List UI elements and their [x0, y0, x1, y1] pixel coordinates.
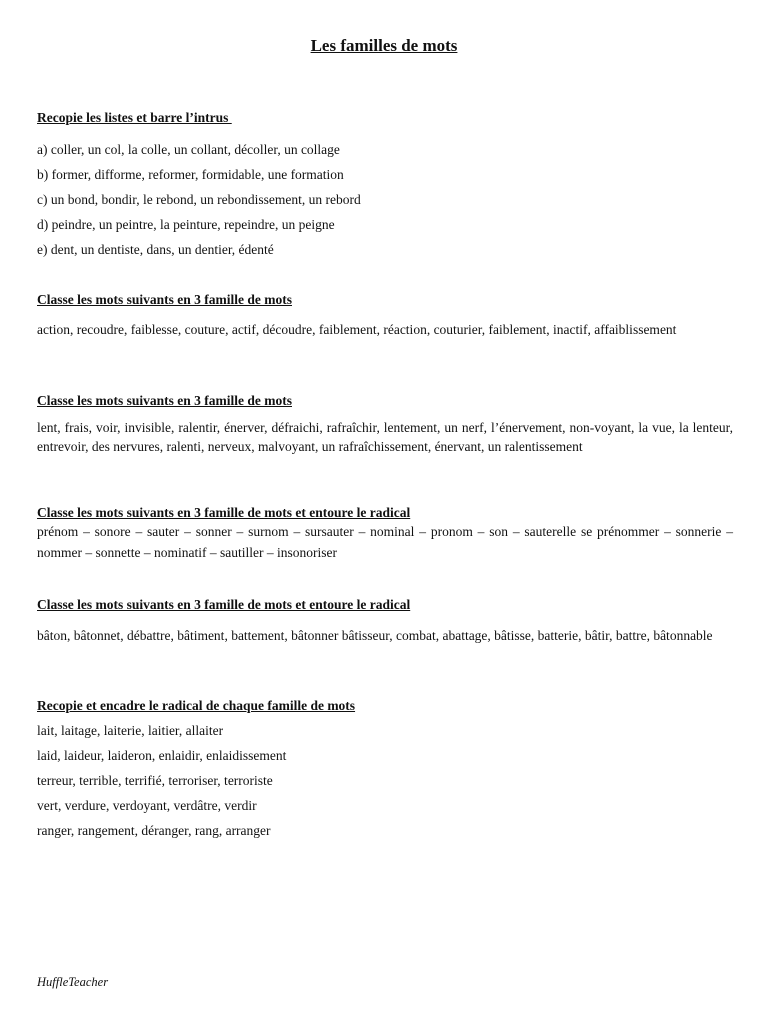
section-1-line-e: e) dent, un dentiste, dans, un dentier, édenté [37, 242, 274, 257]
section-6-family-1: lait, laitage, laiterie, laitier, allaiter [37, 723, 224, 738]
section-6-family-3: terreur, terrible, terrifié, terroriser, terroriste [37, 773, 273, 788]
section-2-word-list: action, recoudre, faiblesse, couture, actif, découdre, faiblement, réaction, couturier, faiblement, inactif, affaiblissement [37, 322, 677, 337]
section-4-heading: Classe les mots suivants en 3 famille de mots et entoure le radical [37, 505, 411, 520]
section-3-heading: Classe les mots suivants en 3 famille de mots [37, 393, 292, 408]
section-6-family-2: laid, laideur, laideron, enlaidir, enlaidissement [37, 748, 287, 763]
section-6-heading: Recopie et encadre le radical de chaque famille de mots [37, 698, 356, 713]
section-3-word-list: lent, frais, voir, invisible, ralentir, énerver, défraichi, rafraîchir, lentement, un nerf, l’énervement, non-voyant, la vue, la lenteur, entrevoir, des nervures, ralenti, nerveux, malvoyant, un rafraîchissement, énervant, un ralentissement [37, 420, 733, 454]
section-6-family-4: vert, verdure, verdoyant, verdâtre, verdir [37, 798, 257, 813]
section-6-family-5: ranger, rangement, déranger, rang, arranger [37, 823, 271, 838]
footer-author: HuffleTeacher [37, 975, 109, 989]
section-2-heading: Classe les mots suivants en 3 famille de mots [37, 292, 292, 307]
page-title: Les familles de mots [310, 36, 458, 55]
section-4-word-list: prénom – sonore – sauter – sonner – surnom – sursauter – nominal – pronom – son – sauterelle se prénommer – sonnerie – nommer – sonnette – nominatif – sautiller – insonoriser [37, 524, 733, 560]
section-1-heading: Recopie les listes et barre l’intrus [37, 110, 232, 125]
section-1-line-b: b) former, difforme, reformer, formidable, une formation [37, 167, 344, 182]
section-5-heading: Classe les mots suivants en 3 famille de mots et entoure le radical [37, 597, 411, 612]
section-1-line-d: d) peindre, un peintre, la peinture, repeindre, un peigne [37, 217, 335, 232]
section-1-line-a: a) coller, un col, la colle, un collant, décoller, un collage [37, 142, 340, 157]
section-5-word-list: bâton, bâtonnet, débattre, bâtiment, battement, bâtonner bâtisseur, combat, abattage, bâtisse, batterie, bâtir, battre, bâtonnable [37, 628, 713, 643]
section-1-line-c: c) un bond, bondir, le rebond, un rebondissement, un rebord [37, 192, 361, 207]
